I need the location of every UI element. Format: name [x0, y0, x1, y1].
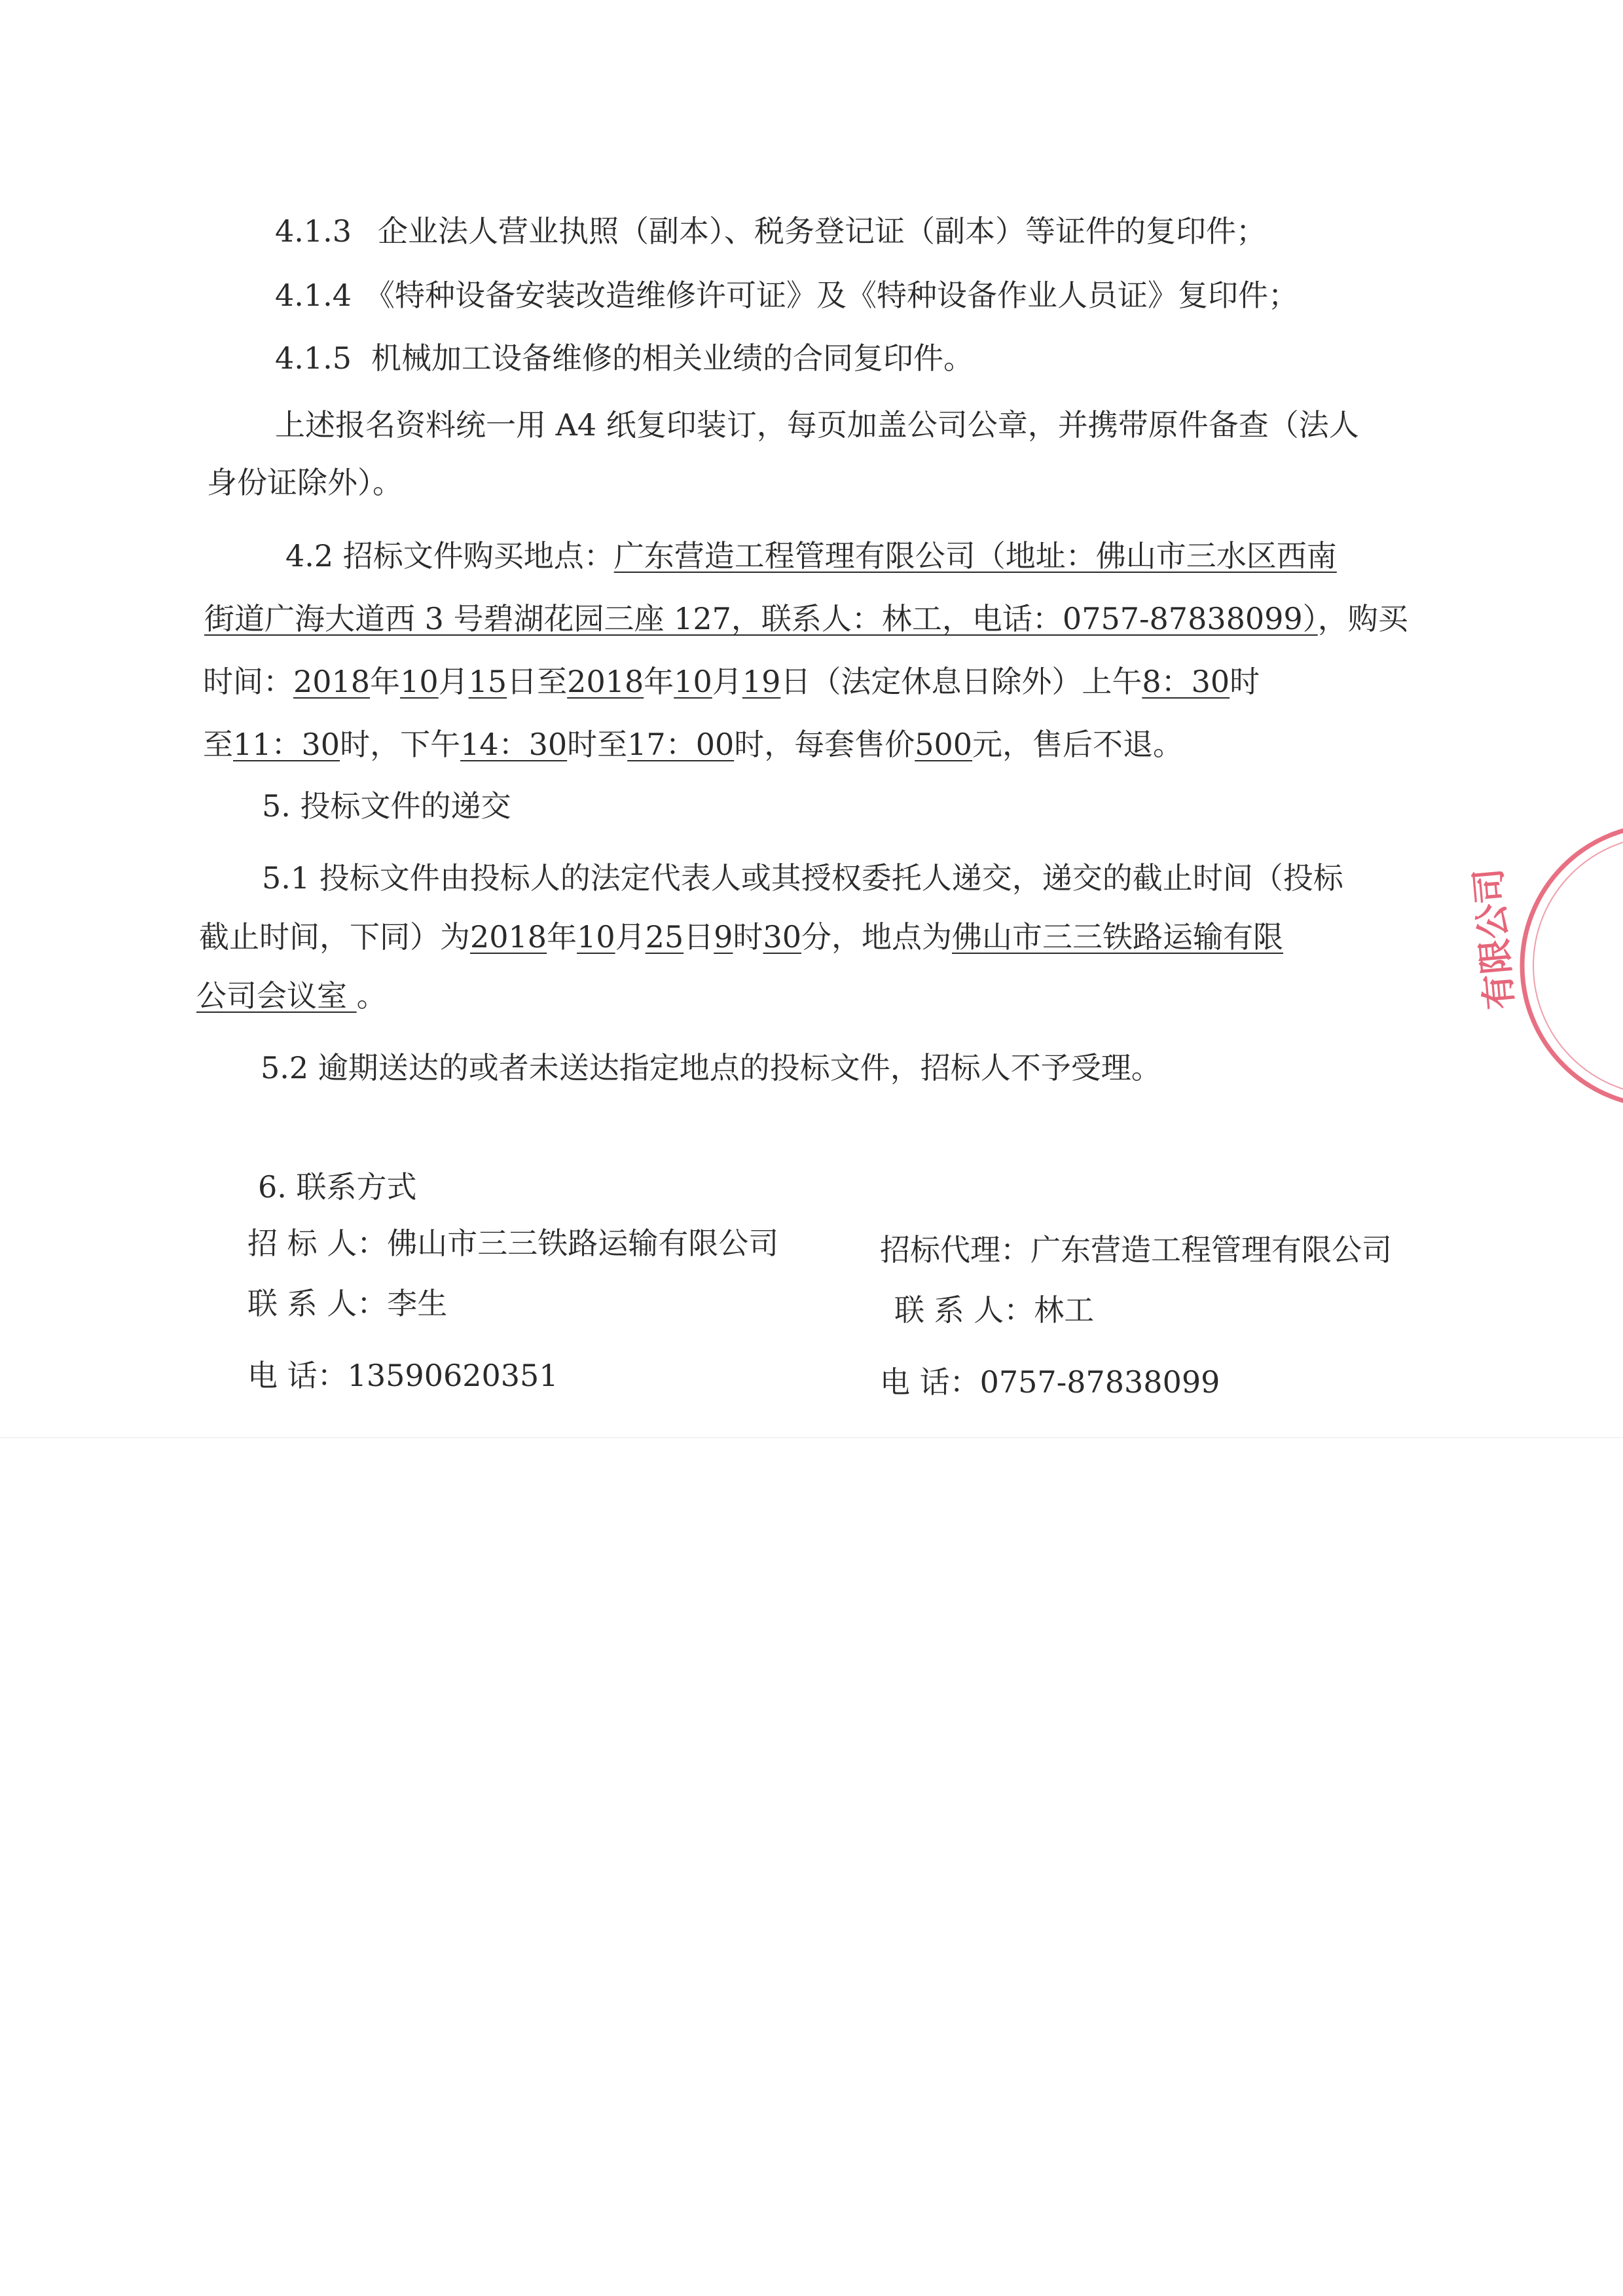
seal-icon — [1467, 812, 1623, 1120]
section-5-1-line-3 — [196, 978, 387, 1013]
agent-row — [880, 1232, 1392, 1267]
tenderer-label: 招 标 人： — [247, 1226, 388, 1261]
end-month: 10 — [674, 664, 712, 699]
item-4-1-5 — [275, 340, 974, 376]
section-4-2-line-4 — [203, 727, 1184, 762]
contact-value: 李生 — [387, 1286, 448, 1321]
end-day: 19 — [742, 664, 781, 699]
agent-contact-row — [894, 1292, 1095, 1328]
period: 。 — [356, 978, 387, 1013]
purchase-address-2: 街道广海大道西 3 号碧湖花园三座 127，联系人：林工，电话：0757-87838099） — [204, 601, 1318, 636]
tenderer-value: 佛山市三三铁路运输有限公司 — [387, 1226, 779, 1261]
price-label: 时，每套售价 — [734, 727, 915, 762]
year-label: 年 — [547, 919, 577, 955]
start-day: 15 — [468, 664, 507, 699]
start-month: 10 — [400, 664, 439, 699]
section-5-heading: 5. 投标文件的递交 — [262, 788, 511, 824]
company-seal — [1467, 812, 1623, 1120]
phone-label: 电 话： — [247, 1358, 348, 1393]
note-line-2: 身份证除外）。 — [207, 465, 403, 500]
section-4-2-line-1 — [285, 538, 1337, 574]
purchase-address-1: 广东营造工程管理有限公司（地址：佛山市三水区西南 — [613, 538, 1337, 574]
section-4-2-line-2 — [204, 601, 1408, 636]
seal-text: 有限公司 — [1467, 866, 1521, 1011]
item-number: 4.1.4 — [275, 278, 352, 313]
item-4-1-3 — [275, 213, 1267, 249]
section-5-1-line-1: 5.1 投标文件由投标人的法定代表人或其授权委托人递交，递交的截止时间（投标 — [262, 860, 1343, 896]
start-year: 2018 — [293, 664, 371, 699]
deadline-year: 2018 — [470, 919, 547, 955]
month-label: 月 — [438, 664, 469, 699]
deadline-day: 25 — [645, 919, 684, 955]
agent-label: 招标代理： — [880, 1232, 1030, 1267]
contact-label: 联 系 人： — [247, 1286, 388, 1321]
hour-to-label: 时至 — [567, 727, 628, 762]
month-label: 月 — [615, 919, 646, 955]
purchase-suffix: ，购买 — [1317, 601, 1408, 636]
phone-value: 13590620351 — [347, 1358, 558, 1393]
am-start: 8：30 — [1142, 664, 1230, 699]
section-5-1-line-2 — [199, 919, 1283, 955]
tenderer-row — [247, 1226, 779, 1261]
price-tail: 元，售后不退。 — [972, 727, 1184, 762]
deadline-month: 10 — [577, 919, 615, 955]
agent-phone-value: 0757-87838099 — [979, 1364, 1220, 1400]
tenderer-contact-row — [247, 1288, 447, 1319]
pm-label: 时，下午 — [340, 727, 461, 762]
section-4-2-line-3 — [203, 666, 1260, 697]
year-label: 年 — [644, 664, 674, 699]
price-value: 500 — [915, 727, 973, 762]
section-6-heading: 6. 联系方式 — [258, 1169, 417, 1205]
agent-phone-row — [880, 1364, 1220, 1400]
month-label: 月 — [712, 664, 742, 699]
day-label: 日 — [684, 919, 714, 955]
hour-label: 时 — [1230, 664, 1260, 699]
item-text: 机械加工设备维修的相关业绩的合同复印件。 — [371, 340, 974, 376]
place-label: 分，地点为 — [801, 919, 952, 955]
pm-end: 17：00 — [627, 727, 735, 762]
agent-phone-label: 电 话： — [880, 1364, 980, 1400]
section-4-2-prefix: 4.2 招标文件购买地点： — [285, 538, 614, 574]
scan-artifact-line — [0, 1437, 1623, 1438]
item-text: 《特种设备安装改造维修许可证》及《特种设备作业人员证》复印件； — [365, 278, 1299, 313]
item-number: 4.1.3 — [275, 213, 352, 249]
section-5-2: 5.2 逾期送达的或者未送达指定地点的投标文件，招标人不予受理。 — [261, 1050, 1161, 1085]
am-end: 11：30 — [233, 727, 340, 762]
deadline-place-2: 公司会议室 — [196, 978, 357, 1013]
agent-contact-value: 林工 — [1034, 1292, 1095, 1328]
deadline-label: 截止时间，下同）为 — [199, 919, 470, 955]
tenderer-phone-row — [247, 1360, 558, 1391]
item-text: 企业法人营业执照（副本）、税务登记证（副本）等证件的复印件； — [378, 213, 1267, 249]
note-line-1: 上述报名资料统一用 A4 纸复印装订，每页加盖公司公章，并携带原件备查（法人 — [275, 407, 1359, 443]
agent-value: 广东营造工程管理有限公司 — [1030, 1232, 1392, 1267]
pm-start: 14：30 — [460, 727, 568, 762]
item-number: 4.1.5 — [275, 340, 352, 376]
agent-contact-label: 联 系 人： — [894, 1292, 1034, 1328]
deadline-hour: 9 — [714, 919, 733, 955]
to-label: 至 — [203, 727, 233, 762]
year-label: 年 — [370, 664, 401, 699]
end-year: 2018 — [567, 664, 644, 699]
holiday-note: 日（法定休息日除外）上午 — [780, 664, 1142, 699]
day-to-label: 日至 — [507, 664, 568, 699]
deadline-minute: 30 — [763, 919, 801, 955]
time-label: 时间： — [203, 664, 293, 699]
item-4-1-4 — [275, 278, 1299, 313]
hour-label: 时 — [733, 919, 763, 955]
deadline-place-1: 佛山市三三铁路运输有限 — [952, 919, 1283, 955]
